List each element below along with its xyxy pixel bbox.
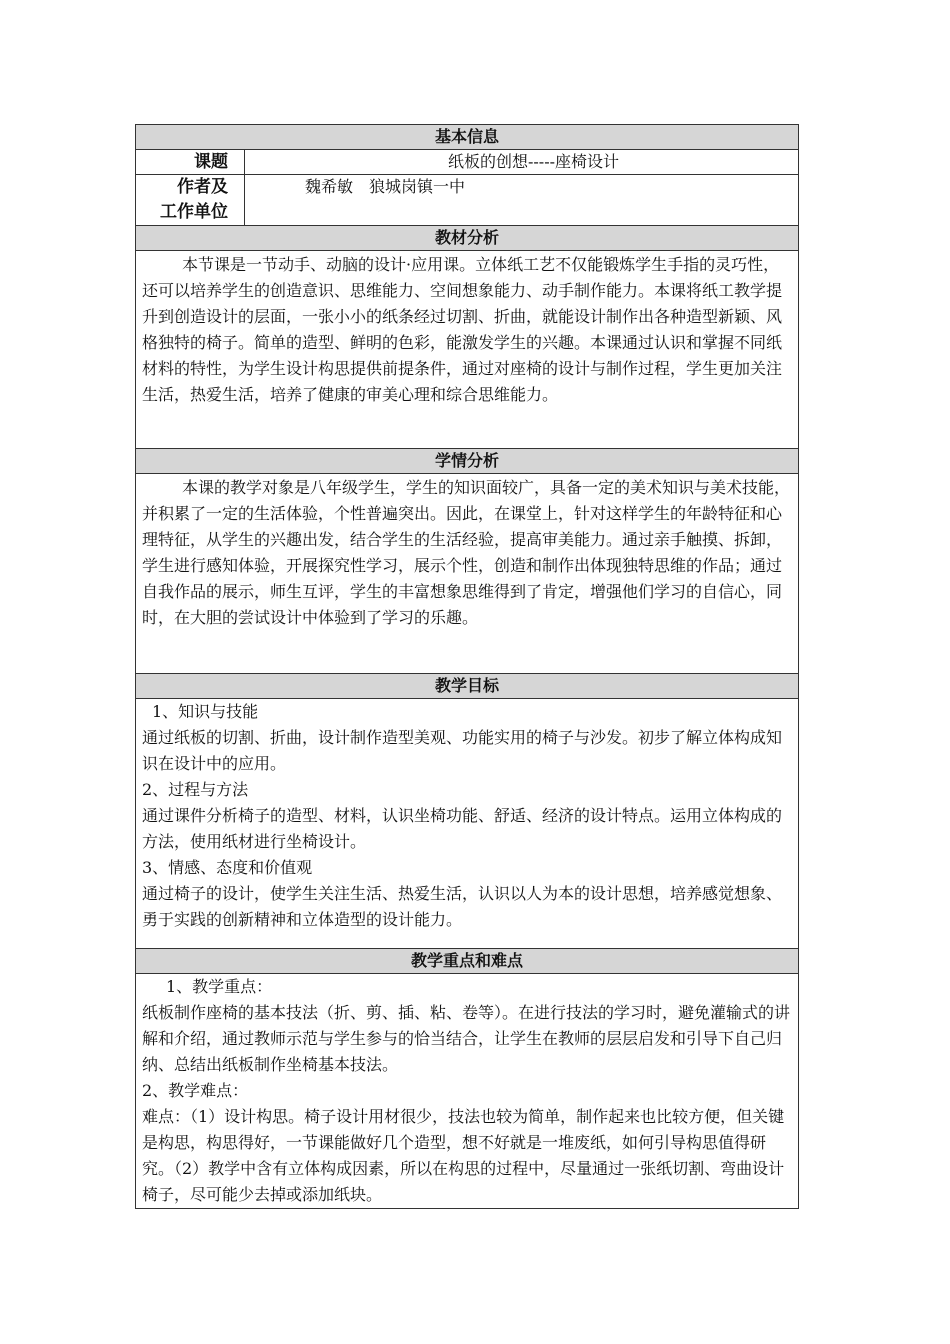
goal-heading-emotion: 3、情感、态度和价值观 — [142, 858, 313, 877]
student-analysis-section — [136, 474, 799, 674]
goal-heading-process: 2、过程与方法 — [142, 780, 249, 799]
key-point-text: 纸板制作座椅的基本技法（折、剪、插、粘、卷等）。在进行技法的学习时，避免灌输式的讲解和介绍，通过教师示范与学生参与的恰当结合，让学生在教师的层层启发和引导下自己归纳、总结出纸板制作坐椅基本技法。 — [142, 1003, 791, 1074]
teaching-goals-header: 教学目标 — [136, 674, 799, 699]
student-analysis-header: 学情分析 — [136, 449, 799, 474]
basic-info-header: 基本信息 — [136, 125, 799, 150]
difficulty-text: 难点：（1）设计构思。椅子设计用材很少，技法也较为简单，制作起来也比较方便，但关键是构思，构思得好，一节课能做好几个造型，想不好就是一堆废纸，如何引导构思值得研究。（2）教学中含有立体构成因素，所以在构思的过程中，尽量通过一张纸切割、弯曲设计椅子，尽可能少去掉或添加纸块。 — [142, 1107, 785, 1204]
material-analysis-section — [136, 251, 799, 449]
goal-text-knowledge: 通过纸板的切割、折曲，设计制作造型美观、功能实用的椅子与沙发。初步了解立体构成知识在设计中的应用。 — [142, 728, 783, 773]
goal-text-emotion: 通过椅子的设计，使学生关注生活、热爱生活，认识以人为本的设计思想，培养感觉想象、勇于实践的创新精神和立体造型的设计能力。 — [142, 884, 783, 929]
lesson-plan-document — [135, 124, 798, 1209]
material-analysis-header: 教材分析 — [136, 226, 799, 251]
key-points-section — [136, 974, 799, 1209]
material-analysis-text: 本节课是一节动手、动脑的设计·应用课。立体纸工艺不仅能锻炼学生手指的灵巧性，还可以培养学生的创造意识、思维能力、空间想象能力、动手制作能力。本课将纸工教学提升到创造设计的层面，一张小小的纸条经过切割、折曲，就能设计制作出各种造型新颖、风格独特的椅子。简单的造型、鲜明的色彩，能激发学生的兴趣。本课通过认识和掌握不同纸材料的特性，为学生设计构思提供前提条件，通过对座椅的设计与制作过程，学生更加关注生活，热爱生活，培养了健康的审美心理和综合思维能力。 — [142, 255, 783, 404]
teaching-goals-section — [136, 699, 799, 949]
author-label-line1: 作者及 — [177, 177, 228, 197]
author-label — [136, 175, 245, 226]
author-label-line2: 工作单位 — [160, 202, 228, 222]
student-analysis-text: 本课的教学对象是八年级学生，学生的知识面较广，具备一定的美术知识与美术技能，并积累了一定的生活体验，个性普遍突出。因此，在课堂上，针对这样学生的年龄特征和心理特征，从学生的兴趣出发，结合学生的生活经验，提高审美能力。通过亲手触摸、拆卸，学生进行感知体验，开展探究性学习，展示个性，创造和制作出体现独特思维的作品；通过自我作品的展示，师生互评，学生的丰富想象思维得到了肯定，增强他们学习的自信心，同时，在大胆的尝试设计中体验到了学习的乐趣。 — [142, 478, 791, 627]
topic-value: 纸板的创想-----座椅设计 — [245, 150, 799, 175]
lesson-plan-table — [135, 124, 799, 1209]
author-value: 魏希敏 狼城岗镇一中 — [245, 175, 799, 226]
key-point-heading: 1、教学重点： — [166, 977, 273, 996]
goal-heading-knowledge: 1、知识与技能 — [152, 702, 259, 721]
key-points-header: 教学重点和难点 — [136, 949, 799, 974]
difficulty-heading: 2、教学难点： — [142, 1081, 249, 1100]
goal-text-process: 通过课件分析椅子的造型、材料，认识坐椅功能、舒适、经济的设计特点。运用立体构成的方法，使用纸材进行坐椅设计。 — [142, 806, 783, 851]
topic-label: 课题 — [136, 150, 245, 175]
